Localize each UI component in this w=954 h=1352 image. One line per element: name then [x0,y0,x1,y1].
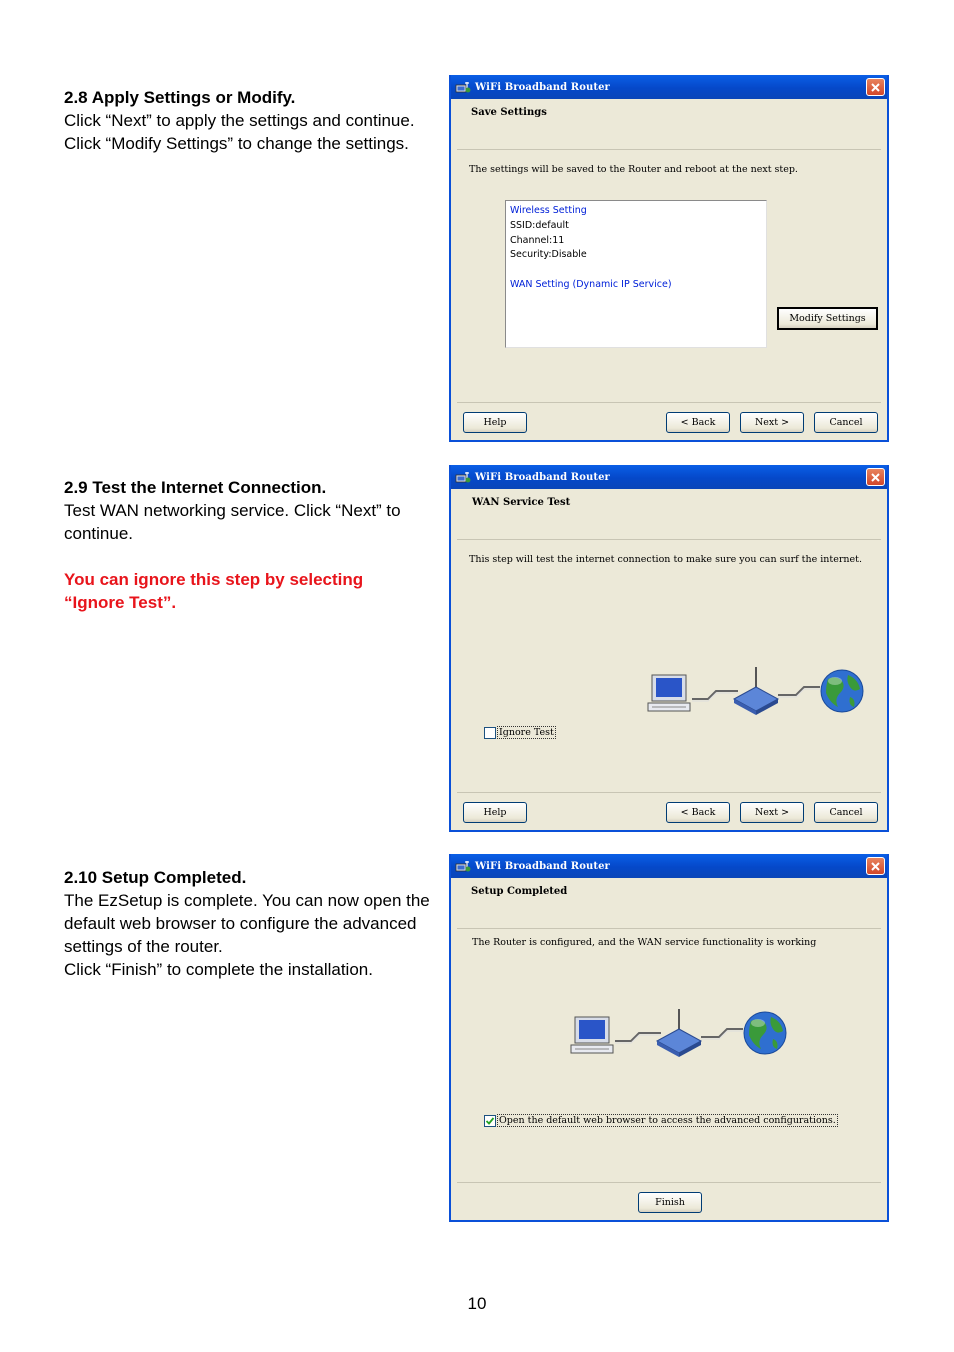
network-illustration [569,1007,789,1061]
channel-value: Channel:11 [510,234,565,246]
security-value: Security:Disable [510,249,587,261]
wan-setting-heading: WAN Setting (Dynamic IP Service) [510,278,672,290]
router-icon [734,667,778,715]
globe-icon [821,670,863,712]
footer-divider [457,1182,881,1183]
section-line: Click “Next” to apply the settings and continue. [64,111,415,130]
cancel-button[interactable]: Cancel [814,802,878,823]
section-heading: 2.9 Test the Internet Connection. [64,478,327,497]
dialog-header [457,99,881,150]
section-line: Click “Finish” to complete the installation. [64,960,373,979]
close-icon [870,861,881,872]
ignore-test-label[interactable]: Ignore Test [499,727,554,738]
section-heading: 2.10 Setup Completed. [64,868,247,887]
close-button[interactable] [866,78,885,96]
close-icon [870,472,881,483]
dialog-title: WiFi Broadband Router [475,471,610,483]
step-title: WAN Service Test [472,497,571,508]
dialog-title: WiFi Broadband Router [475,860,610,872]
router-icon [657,1009,701,1057]
router-app-icon [455,470,471,484]
section-line: Test WAN networking service. Click “Next” to continue. [64,501,401,543]
dialog-titlebar[interactable] [451,854,887,878]
dialog-header [457,878,881,929]
ignore-note: You can ignore this step by selecting “Ignore Test”. [64,570,364,612]
open-browser-checkbox[interactable] [484,1115,496,1127]
dialog-titlebar[interactable] [451,465,887,489]
section-setup-completed [64,866,436,981]
settings-summary-box[interactable] [505,200,767,348]
step-description: The Router is configured, and the WAN service functionality is working [472,937,817,948]
globe-icon [744,1012,786,1054]
save-settings-dialog [449,75,889,442]
section-line: The EzSetup is complete. You can now open the default web browser to configure the advanced settings of the router. [64,891,430,956]
modify-settings-button[interactable]: Modify Settings [777,307,878,330]
footer-divider [457,792,881,793]
router-app-icon [455,859,471,873]
section-apply-settings [64,86,439,155]
back-button[interactable]: < Back [666,802,730,823]
step-description: This step will test the internet connection to make sure you can surf the internet. [469,554,862,565]
close-icon [870,82,881,93]
cancel-button[interactable]: Cancel [814,412,878,433]
back-button[interactable]: < Back [666,412,730,433]
help-button[interactable]: Help [463,412,527,433]
close-button[interactable] [866,468,885,486]
open-browser-label[interactable]: Open the default web browser to access the advanced configurations. [499,1115,836,1126]
wan-service-test-dialog [449,465,889,832]
next-button[interactable]: Next > [740,802,804,823]
page-number: 10 [467,1294,487,1313]
dialog-body [451,929,887,1179]
dialog-title: WiFi Broadband Router [475,81,610,93]
step-title: Setup Completed [471,886,568,897]
computer-icon [648,675,690,711]
checkmark-icon [485,1116,495,1126]
step-description: The settings will be saved to the Router and reboot at the next step. [469,164,798,175]
network-illustration [646,665,866,719]
next-button[interactable]: Next > [740,412,804,433]
wireless-setting-heading: Wireless Setting [510,205,587,216]
dialog-body [451,150,887,400]
close-button[interactable] [866,857,885,875]
step-title: Save Settings [471,107,547,118]
dialog-body [451,540,887,790]
dialog-header [457,489,881,540]
setup-completed-dialog [449,854,889,1222]
footer-divider [457,402,881,403]
help-button[interactable]: Help [463,802,527,823]
section-heading: 2.8 Apply Settings or Modify. [64,88,296,107]
dialog-titlebar[interactable] [451,75,887,99]
section-line: Click “Modify Settings” to change the settings. [64,134,409,153]
section-test-connection [64,476,436,614]
ssid-value: SSID:default [510,219,569,231]
ignore-test-checkbox[interactable] [484,727,496,739]
router-app-icon [455,80,471,94]
computer-icon [571,1017,613,1053]
finish-button[interactable]: Finish [638,1192,702,1213]
